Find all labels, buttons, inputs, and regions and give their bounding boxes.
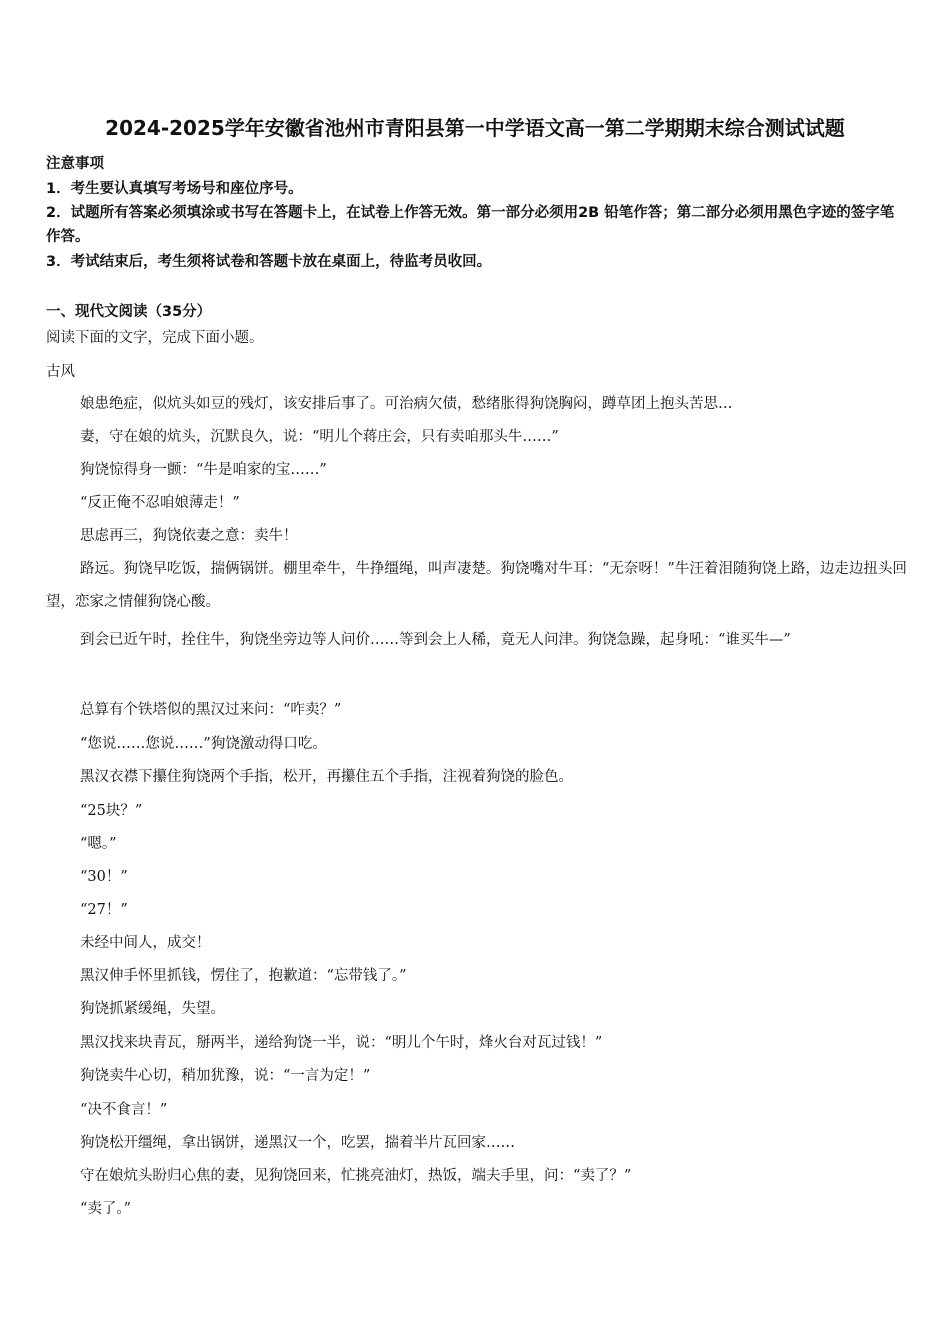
story-paragraph: 妻，守在娘的炕头，沉默良久，说：“明儿个蒋庄会，只有卖咱那头牛……” xyxy=(80,429,559,445)
notice-item: 3．考试结束后，考生须将试卷和答题卡放在桌面上，待监考员收回。 xyxy=(46,254,492,270)
story-paragraph: 娘患绝症，似炕头如豆的残灯，该安排后事了。可治病欠债，愁绪胀得狗饶胸闷，蹲草团上抱头苦思… xyxy=(80,396,733,412)
story-paragraph: 守在娘炕头盼归心焦的妻，见狗饶回来，忙挑亮油灯，热饭，端夫手里，问：“卖了？” xyxy=(80,1168,632,1184)
story-paragraph: 狗饶松开缰绳，拿出锅饼，递黑汉一个，吃罢，揣着半片瓦回家…… xyxy=(80,1135,515,1151)
reading-instruction: 阅读下面的文字，完成下面小题。 xyxy=(46,330,264,346)
story-paragraph: 黑汉衣襟下攥住狗饶两个手指，松开，再攥住五个手指，注视着狗饶的脸色。 xyxy=(80,769,573,785)
story-paragraph: 狗饶抓紧缓绳，失望。 xyxy=(80,1001,225,1017)
story-paragraph: “反正俺不忍咱娘薄走！” xyxy=(80,495,240,511)
story-paragraph: 狗饶卖牛心切，稍加犹豫，说：“一言为定！” xyxy=(80,1068,371,1084)
notice-item: 2．试题所有答案必须填涂或书写在答题卡上，在试卷上作答无效。第一部分必须用2B 铅笔作答；第二部分必须用黑色字迹的签字笔作答。 xyxy=(46,205,895,245)
story-paragraph: “决不食言！” xyxy=(80,1102,168,1118)
story-paragraph: 狗饶惊得身一颤：“牛是咱家的宝……” xyxy=(80,462,327,478)
story-paragraph: “27！” xyxy=(80,902,128,918)
story-title: 古风 xyxy=(46,364,75,380)
section-heading: 一、现代文阅读（35分） xyxy=(46,304,212,320)
story-paragraph: 到会已近午时，拴住牛，狗饶坐旁边等人问价……等到会上人稀，竟无人问津。狗饶急躁，起身吼：“谁买牛—” xyxy=(80,632,791,648)
story-paragraph: “30！” xyxy=(80,869,128,885)
story-paragraph: 黑汉找来块青瓦，掰两半，递给狗饶一半，说：“明儿个午时，烽火台对瓦过钱！” xyxy=(80,1035,603,1051)
page-title: 2024-2025学年安徽省池州市青阳县第一中学语文高一第二学期期末综合测试试题 xyxy=(105,116,845,140)
story-paragraph: 未经中间人，成交！ xyxy=(80,935,211,951)
story-paragraph: 黑汉伸手怀里抓钱，愣住了，抱歉道：“忘带钱了。” xyxy=(80,968,407,984)
story-paragraph: 路远。狗饶早吃饭，揣俩锅饼。棚里牵牛，牛挣缰绳，叫声凄楚。狗饶嘴对牛耳：“无奈呀！”牛汪着泪随狗饶上路，边走边扭头回望，恋家之情催狗饶心酸。 xyxy=(46,561,907,610)
story-paragraph: 总算有个铁塔似的黑汉过来问：“咋卖？” xyxy=(80,702,342,718)
story-paragraph: “嗯。” xyxy=(80,836,117,852)
story-paragraph: 思虑再三，狗饶依妻之意：卖牛！ xyxy=(80,528,298,544)
story-paragraph: “卖了。” xyxy=(80,1201,132,1217)
story-paragraph: “您说……您说……”狗饶激动得口吃。 xyxy=(80,736,327,752)
notice-item: 1．考生要认真填写考场号和座位序号。 xyxy=(46,181,303,197)
notice-heading: 注意事项 xyxy=(46,156,104,172)
story-paragraph: “25块？” xyxy=(80,803,143,819)
